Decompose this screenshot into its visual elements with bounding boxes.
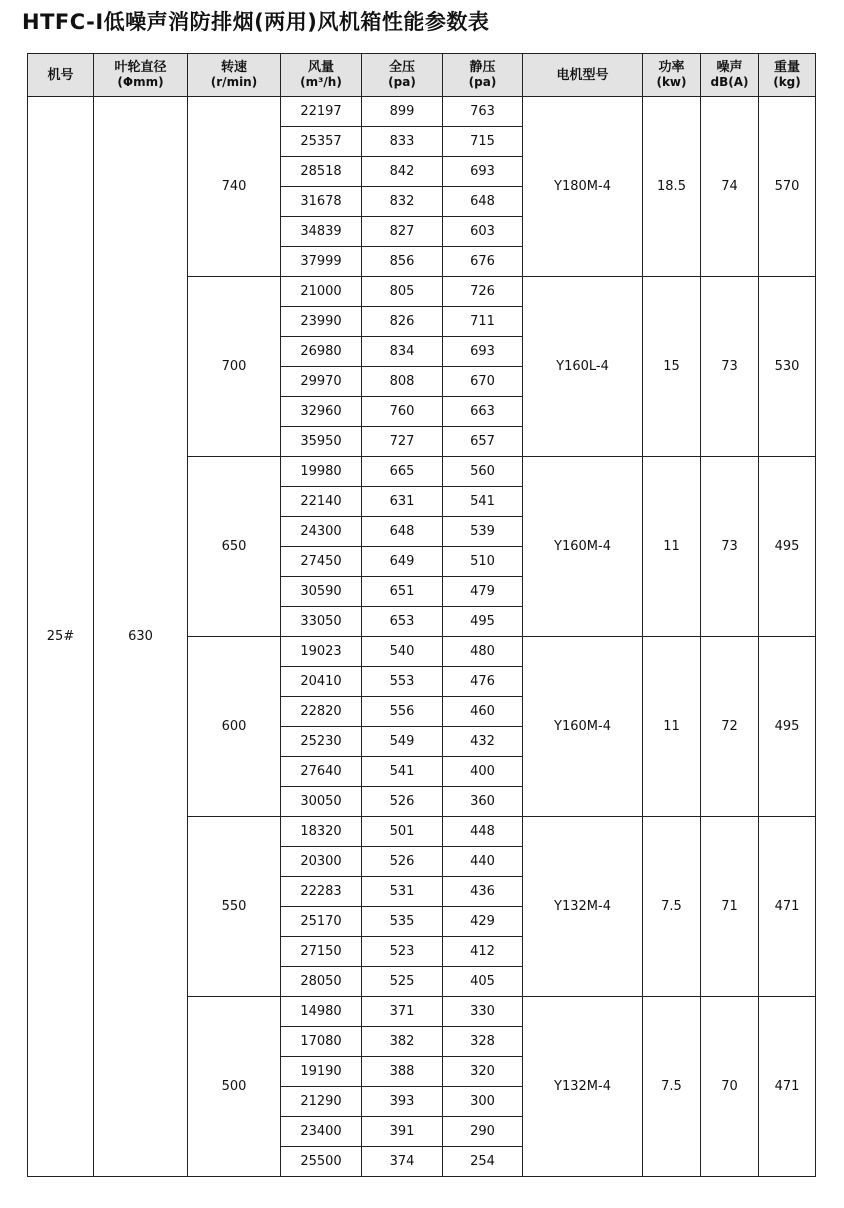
- static-pressure-cell: 300: [443, 1087, 523, 1117]
- static-pressure-cell: 480: [443, 637, 523, 667]
- airflow-cell: 17080: [281, 1027, 362, 1057]
- impeller-diameter-cell: 630: [94, 97, 188, 1177]
- total-pressure-cell: 651: [362, 577, 443, 607]
- total-pressure-cell: 808: [362, 367, 443, 397]
- airflow-cell: 19023: [281, 637, 362, 667]
- col-header-diameter: 叶轮直径 (Φmm): [94, 54, 188, 97]
- total-pressure-cell: 388: [362, 1057, 443, 1087]
- static-pressure-cell: 405: [443, 967, 523, 997]
- airflow-cell: 27450: [281, 547, 362, 577]
- total-pressure-cell: 842: [362, 157, 443, 187]
- noise-cell: 72: [701, 637, 759, 817]
- total-pressure-cell: 531: [362, 877, 443, 907]
- airflow-cell: 25500: [281, 1147, 362, 1177]
- weight-cell: 570: [759, 97, 816, 277]
- airflow-cell: 29970: [281, 367, 362, 397]
- speed-cell: 550: [188, 817, 281, 997]
- static-pressure-cell: 676: [443, 247, 523, 277]
- weight-cell: 495: [759, 457, 816, 637]
- airflow-cell: 14980: [281, 997, 362, 1027]
- static-pressure-cell: 360: [443, 787, 523, 817]
- static-pressure-cell: 400: [443, 757, 523, 787]
- noise-cell: 74: [701, 97, 759, 277]
- motor-model-cell: Y160L-4: [523, 277, 643, 457]
- col-header-model: 机号: [28, 54, 94, 97]
- power-cell: 7.5: [643, 817, 701, 997]
- total-pressure-cell: 834: [362, 337, 443, 367]
- weight-cell: 471: [759, 997, 816, 1177]
- power-cell: 18.5: [643, 97, 701, 277]
- static-pressure-cell: 440: [443, 847, 523, 877]
- col-header-static-pressure: 静压 (pa): [443, 54, 523, 97]
- total-pressure-cell: 553: [362, 667, 443, 697]
- speed-cell: 600: [188, 637, 281, 817]
- motor-model-cell: Y160M-4: [523, 457, 643, 637]
- airflow-cell: 23990: [281, 307, 362, 337]
- airflow-cell: 24300: [281, 517, 362, 547]
- performance-table: [27, 53, 816, 1177]
- col-header-airflow: 风量 (m³/h): [281, 54, 362, 97]
- static-pressure-cell: 603: [443, 217, 523, 247]
- noise-cell: 73: [701, 277, 759, 457]
- total-pressure-cell: 549: [362, 727, 443, 757]
- weight-cell: 495: [759, 637, 816, 817]
- speed-cell: 650: [188, 457, 281, 637]
- col-header-weight: 重量 (kg): [759, 54, 816, 97]
- total-pressure-cell: 535: [362, 907, 443, 937]
- airflow-cell: 19190: [281, 1057, 362, 1087]
- total-pressure-cell: 826: [362, 307, 443, 337]
- total-pressure-cell: 653: [362, 607, 443, 637]
- static-pressure-cell: 510: [443, 547, 523, 577]
- total-pressure-cell: 374: [362, 1147, 443, 1177]
- airflow-cell: 30050: [281, 787, 362, 817]
- col-header-speed: 转速 (r/min): [188, 54, 281, 97]
- total-pressure-cell: 541: [362, 757, 443, 787]
- total-pressure-cell: 371: [362, 997, 443, 1027]
- airflow-cell: 20410: [281, 667, 362, 697]
- airflow-cell: 34839: [281, 217, 362, 247]
- airflow-cell: 37999: [281, 247, 362, 277]
- weight-cell: 530: [759, 277, 816, 457]
- static-pressure-cell: 663: [443, 397, 523, 427]
- static-pressure-cell: 693: [443, 157, 523, 187]
- airflow-cell: 22140: [281, 487, 362, 517]
- col-header-motor: 电机型号: [523, 54, 643, 97]
- airflow-cell: 22197: [281, 97, 362, 127]
- static-pressure-cell: 432: [443, 727, 523, 757]
- total-pressure-cell: 391: [362, 1117, 443, 1147]
- static-pressure-cell: 429: [443, 907, 523, 937]
- airflow-cell: 25230: [281, 727, 362, 757]
- airflow-cell: 20300: [281, 847, 362, 877]
- power-cell: 11: [643, 457, 701, 637]
- airflow-cell: 18320: [281, 817, 362, 847]
- static-pressure-cell: 330: [443, 997, 523, 1027]
- motor-model-cell: Y132M-4: [523, 817, 643, 997]
- airflow-cell: 33050: [281, 607, 362, 637]
- static-pressure-cell: 715: [443, 127, 523, 157]
- static-pressure-cell: 436: [443, 877, 523, 907]
- airflow-cell: 22820: [281, 697, 362, 727]
- total-pressure-cell: 631: [362, 487, 443, 517]
- power-cell: 7.5: [643, 997, 701, 1177]
- col-header-total-pressure: 全压 (pa): [362, 54, 443, 97]
- total-pressure-cell: 523: [362, 937, 443, 967]
- static-pressure-cell: 670: [443, 367, 523, 397]
- airflow-cell: 28050: [281, 967, 362, 997]
- total-pressure-cell: 832: [362, 187, 443, 217]
- airflow-cell: 26980: [281, 337, 362, 367]
- static-pressure-cell: 476: [443, 667, 523, 697]
- static-pressure-cell: 328: [443, 1027, 523, 1057]
- total-pressure-cell: 649: [362, 547, 443, 577]
- motor-model-cell: Y160M-4: [523, 637, 643, 817]
- static-pressure-cell: 320: [443, 1057, 523, 1087]
- airflow-cell: 32960: [281, 397, 362, 427]
- static-pressure-cell: 560: [443, 457, 523, 487]
- static-pressure-cell: 648: [443, 187, 523, 217]
- speed-cell: 500: [188, 997, 281, 1177]
- model-number-cell: 25#: [28, 97, 94, 1177]
- static-pressure-cell: 479: [443, 577, 523, 607]
- airflow-cell: 27150: [281, 937, 362, 967]
- static-pressure-cell: 290: [443, 1117, 523, 1147]
- motor-model-cell: Y180M-4: [523, 97, 643, 277]
- airflow-cell: 21000: [281, 277, 362, 307]
- noise-cell: 71: [701, 817, 759, 997]
- static-pressure-cell: 657: [443, 427, 523, 457]
- static-pressure-cell: 254: [443, 1147, 523, 1177]
- total-pressure-cell: 665: [362, 457, 443, 487]
- noise-cell: 70: [701, 997, 759, 1177]
- total-pressure-cell: 727: [362, 427, 443, 457]
- total-pressure-cell: 501: [362, 817, 443, 847]
- total-pressure-cell: 760: [362, 397, 443, 427]
- noise-cell: 73: [701, 457, 759, 637]
- total-pressure-cell: 382: [362, 1027, 443, 1057]
- total-pressure-cell: 525: [362, 967, 443, 997]
- total-pressure-cell: 526: [362, 847, 443, 877]
- static-pressure-cell: 448: [443, 817, 523, 847]
- airflow-cell: 27640: [281, 757, 362, 787]
- static-pressure-cell: 693: [443, 337, 523, 367]
- table-row: [28, 97, 816, 127]
- static-pressure-cell: 541: [443, 487, 523, 517]
- table-body: [28, 97, 816, 1177]
- page-title: HTFC-Ⅰ低噪声消防排烟(两用)风机箱性能参数表: [22, 10, 490, 34]
- airflow-cell: 31678: [281, 187, 362, 217]
- airflow-cell: 25170: [281, 907, 362, 937]
- speed-cell: 740: [188, 97, 281, 277]
- total-pressure-cell: 856: [362, 247, 443, 277]
- static-pressure-cell: 460: [443, 697, 523, 727]
- airflow-cell: 19980: [281, 457, 362, 487]
- total-pressure-cell: 526: [362, 787, 443, 817]
- airflow-cell: 28518: [281, 157, 362, 187]
- static-pressure-cell: 763: [443, 97, 523, 127]
- static-pressure-cell: 412: [443, 937, 523, 967]
- weight-cell: 471: [759, 817, 816, 997]
- total-pressure-cell: 899: [362, 97, 443, 127]
- static-pressure-cell: 495: [443, 607, 523, 637]
- header-row: [28, 54, 816, 97]
- static-pressure-cell: 726: [443, 277, 523, 307]
- static-pressure-cell: 711: [443, 307, 523, 337]
- total-pressure-cell: 648: [362, 517, 443, 547]
- power-cell: 11: [643, 637, 701, 817]
- col-header-power: 功率 (kw): [643, 54, 701, 97]
- total-pressure-cell: 556: [362, 697, 443, 727]
- static-pressure-cell: 539: [443, 517, 523, 547]
- airflow-cell: 25357: [281, 127, 362, 157]
- power-cell: 15: [643, 277, 701, 457]
- airflow-cell: 23400: [281, 1117, 362, 1147]
- airflow-cell: 35950: [281, 427, 362, 457]
- total-pressure-cell: 833: [362, 127, 443, 157]
- total-pressure-cell: 393: [362, 1087, 443, 1117]
- col-header-noise: 噪声 dB(A): [701, 54, 759, 97]
- motor-model-cell: Y132M-4: [523, 997, 643, 1177]
- speed-cell: 700: [188, 277, 281, 457]
- airflow-cell: 21290: [281, 1087, 362, 1117]
- airflow-cell: 30590: [281, 577, 362, 607]
- total-pressure-cell: 827: [362, 217, 443, 247]
- total-pressure-cell: 805: [362, 277, 443, 307]
- airflow-cell: 22283: [281, 877, 362, 907]
- total-pressure-cell: 540: [362, 637, 443, 667]
